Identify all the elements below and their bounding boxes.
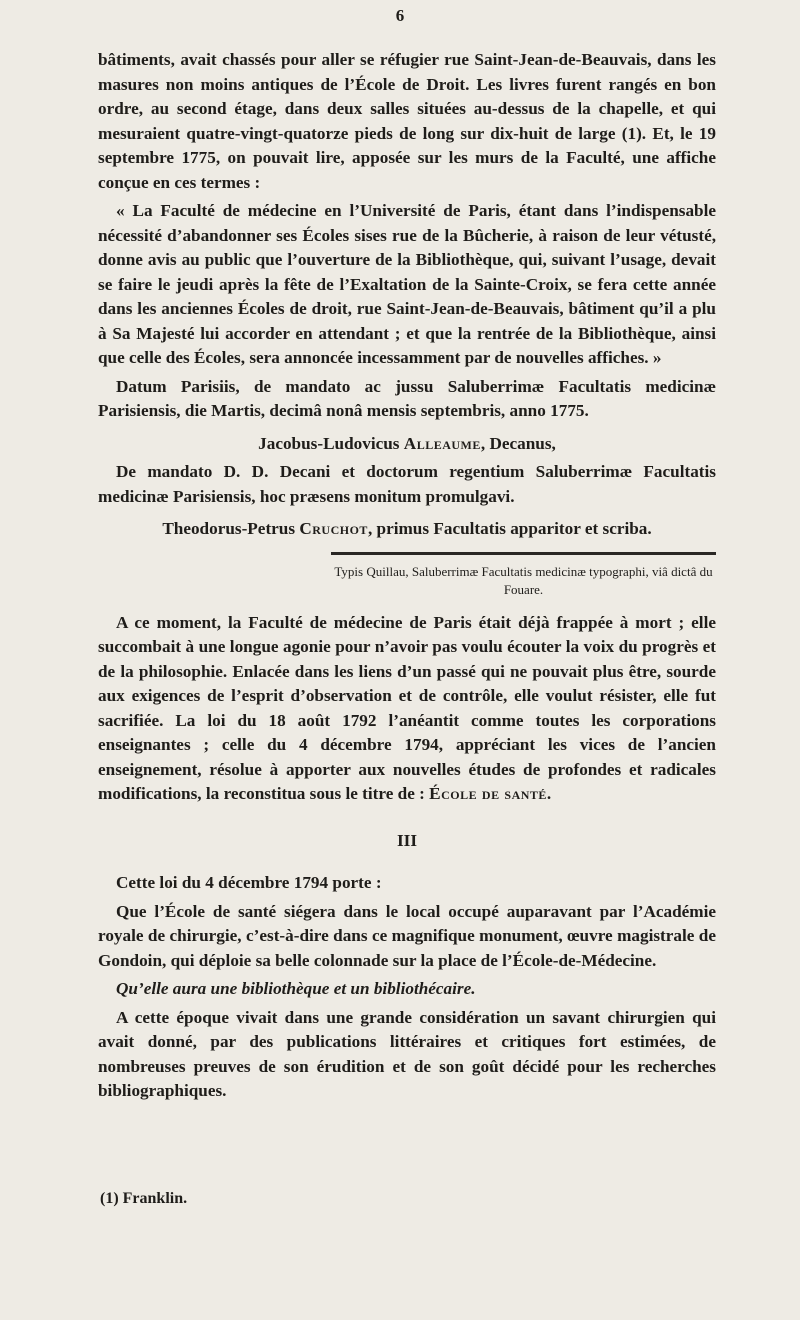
apparitor-title: , primus Facultatis apparitor et scriba. [367,519,652,538]
dean-signature [98,432,716,457]
quoted-notice: « La Faculté de médecine en l’Université de Paris, étant dans l’indispensable nécessité d’abandonner ses Écoles sises rue de la Bûcherie, à raison de leur vétusté, donne avis au public que l’ouverture de la Bibliothèque, qui, suivant l’usage, devait se faire le jeudi après la fête de l’Exaltation de la Sainte-Croix, se fera cette année dans les anciennes Écoles de droit, rue Saint-Jean-de-Beauvais, bâtiment qu’il a plu à Sa Majesté lui accorder en attendant ; et que la rentrée de la Bibliothèque, ainsi que celle des Écoles, sera annoncée incessamment par de nouvelles affiches. » [98,201,716,367]
apparitor-surname: Cruchot [299,519,368,538]
school-name: École de santé. [429,784,552,803]
apparitor-name: Theodorus-Petrus [162,519,296,538]
paragraph: Cette loi du 4 décembre 1794 porte : [116,873,382,892]
paragraph: Qu’elle aura une bibliothèque et un bibliothécaire. [116,979,476,998]
printer-imprint: Typis Quillau, Saluberrimæ Facultatis medicinæ typographi, viâ dictâ du Fouare. [334,563,713,597]
dean-name: Jacobus-Ludovicus [258,433,400,453]
body-text [98,48,716,1108]
dean-surname: Alleaume [403,433,481,453]
divider-rule [331,552,716,555]
apparitor-signature [98,517,716,542]
latin-mandate: De mandato D. D. Decani et doctorum regentium Saluberrimæ Facultatis medicinæ Parisiensis, hoc præsens monitum promulgavi. [98,462,716,506]
footnote: (1) Franklin. [100,1190,188,1207]
dean-title: , Decanus, [480,433,556,453]
paragraph: A cette époque vivait dans une grande considération un savant chirurgien qui avait donné, par des publications littéraires et critiques fort estimées, de nombreuses preuves de son érudition et de son goût décidé pour les recherches bibliographiques. [98,1007,716,1100]
paragraph: Que l’École de santé siégera dans le local occupé auparavant par l’Académie royale de chirurgie, c’est-à-dire dans ce magnifique monument, œuvre magistrale de Gondoin, qui déploie sa belle colonnade sur la place de l’École-de-Médecine. [98,901,716,970]
paragraph: bâtiments, avait chassés pour aller se réfugier rue Saint-Jean-de-Beauvais, dans les masures non moins antiques de l’École de Droit. Les livres furent rangés en bon ordre, au second étage, dans deux salles situées au-dessus de la chapelle, et qui mesuraient quatre-vingt-quatorze pieds de long sur dix-huit de large (1). Et, le 19 septembre 1775, on pouvait lire, apposée sur les murs de la Faculté, une affiche conçue en ces termes : [98,50,716,192]
page-number: 6 [395,6,405,25]
paragraph-text: A ce moment, la Faculté de médecine de Paris était déjà frappée à mort ; elle succombait à une longue agonie pour n’avoir pas voulu écouter la voix du progrès et de la philosophie. Enlacée dans les liens d’un passé qui ne pouvait plus être, sourde aux exigences de l’esprit d’observation et de contrôle, elle voulut résister, elle fut sacrifiée. La loi du 18 août 1792 l’anéantit comme toutes les corporations enseignantes ; celle du 4 décembre 1794, appréciant les vices de l’ancien enseignement, résolue à apporter aux nouvelles études de profondes et radicales modifications, la reconstitua sous le titre de : [98,612,716,803]
latin-dating: Datum Parisiis, de mandato ac jussu Saluberrimæ Facultatis medicinæ Parisiensis, die Martis, decimâ nonâ mensis septembris, anno 1775. [98,376,716,420]
paragraph [98,611,716,807]
section-number: III [396,830,418,850]
